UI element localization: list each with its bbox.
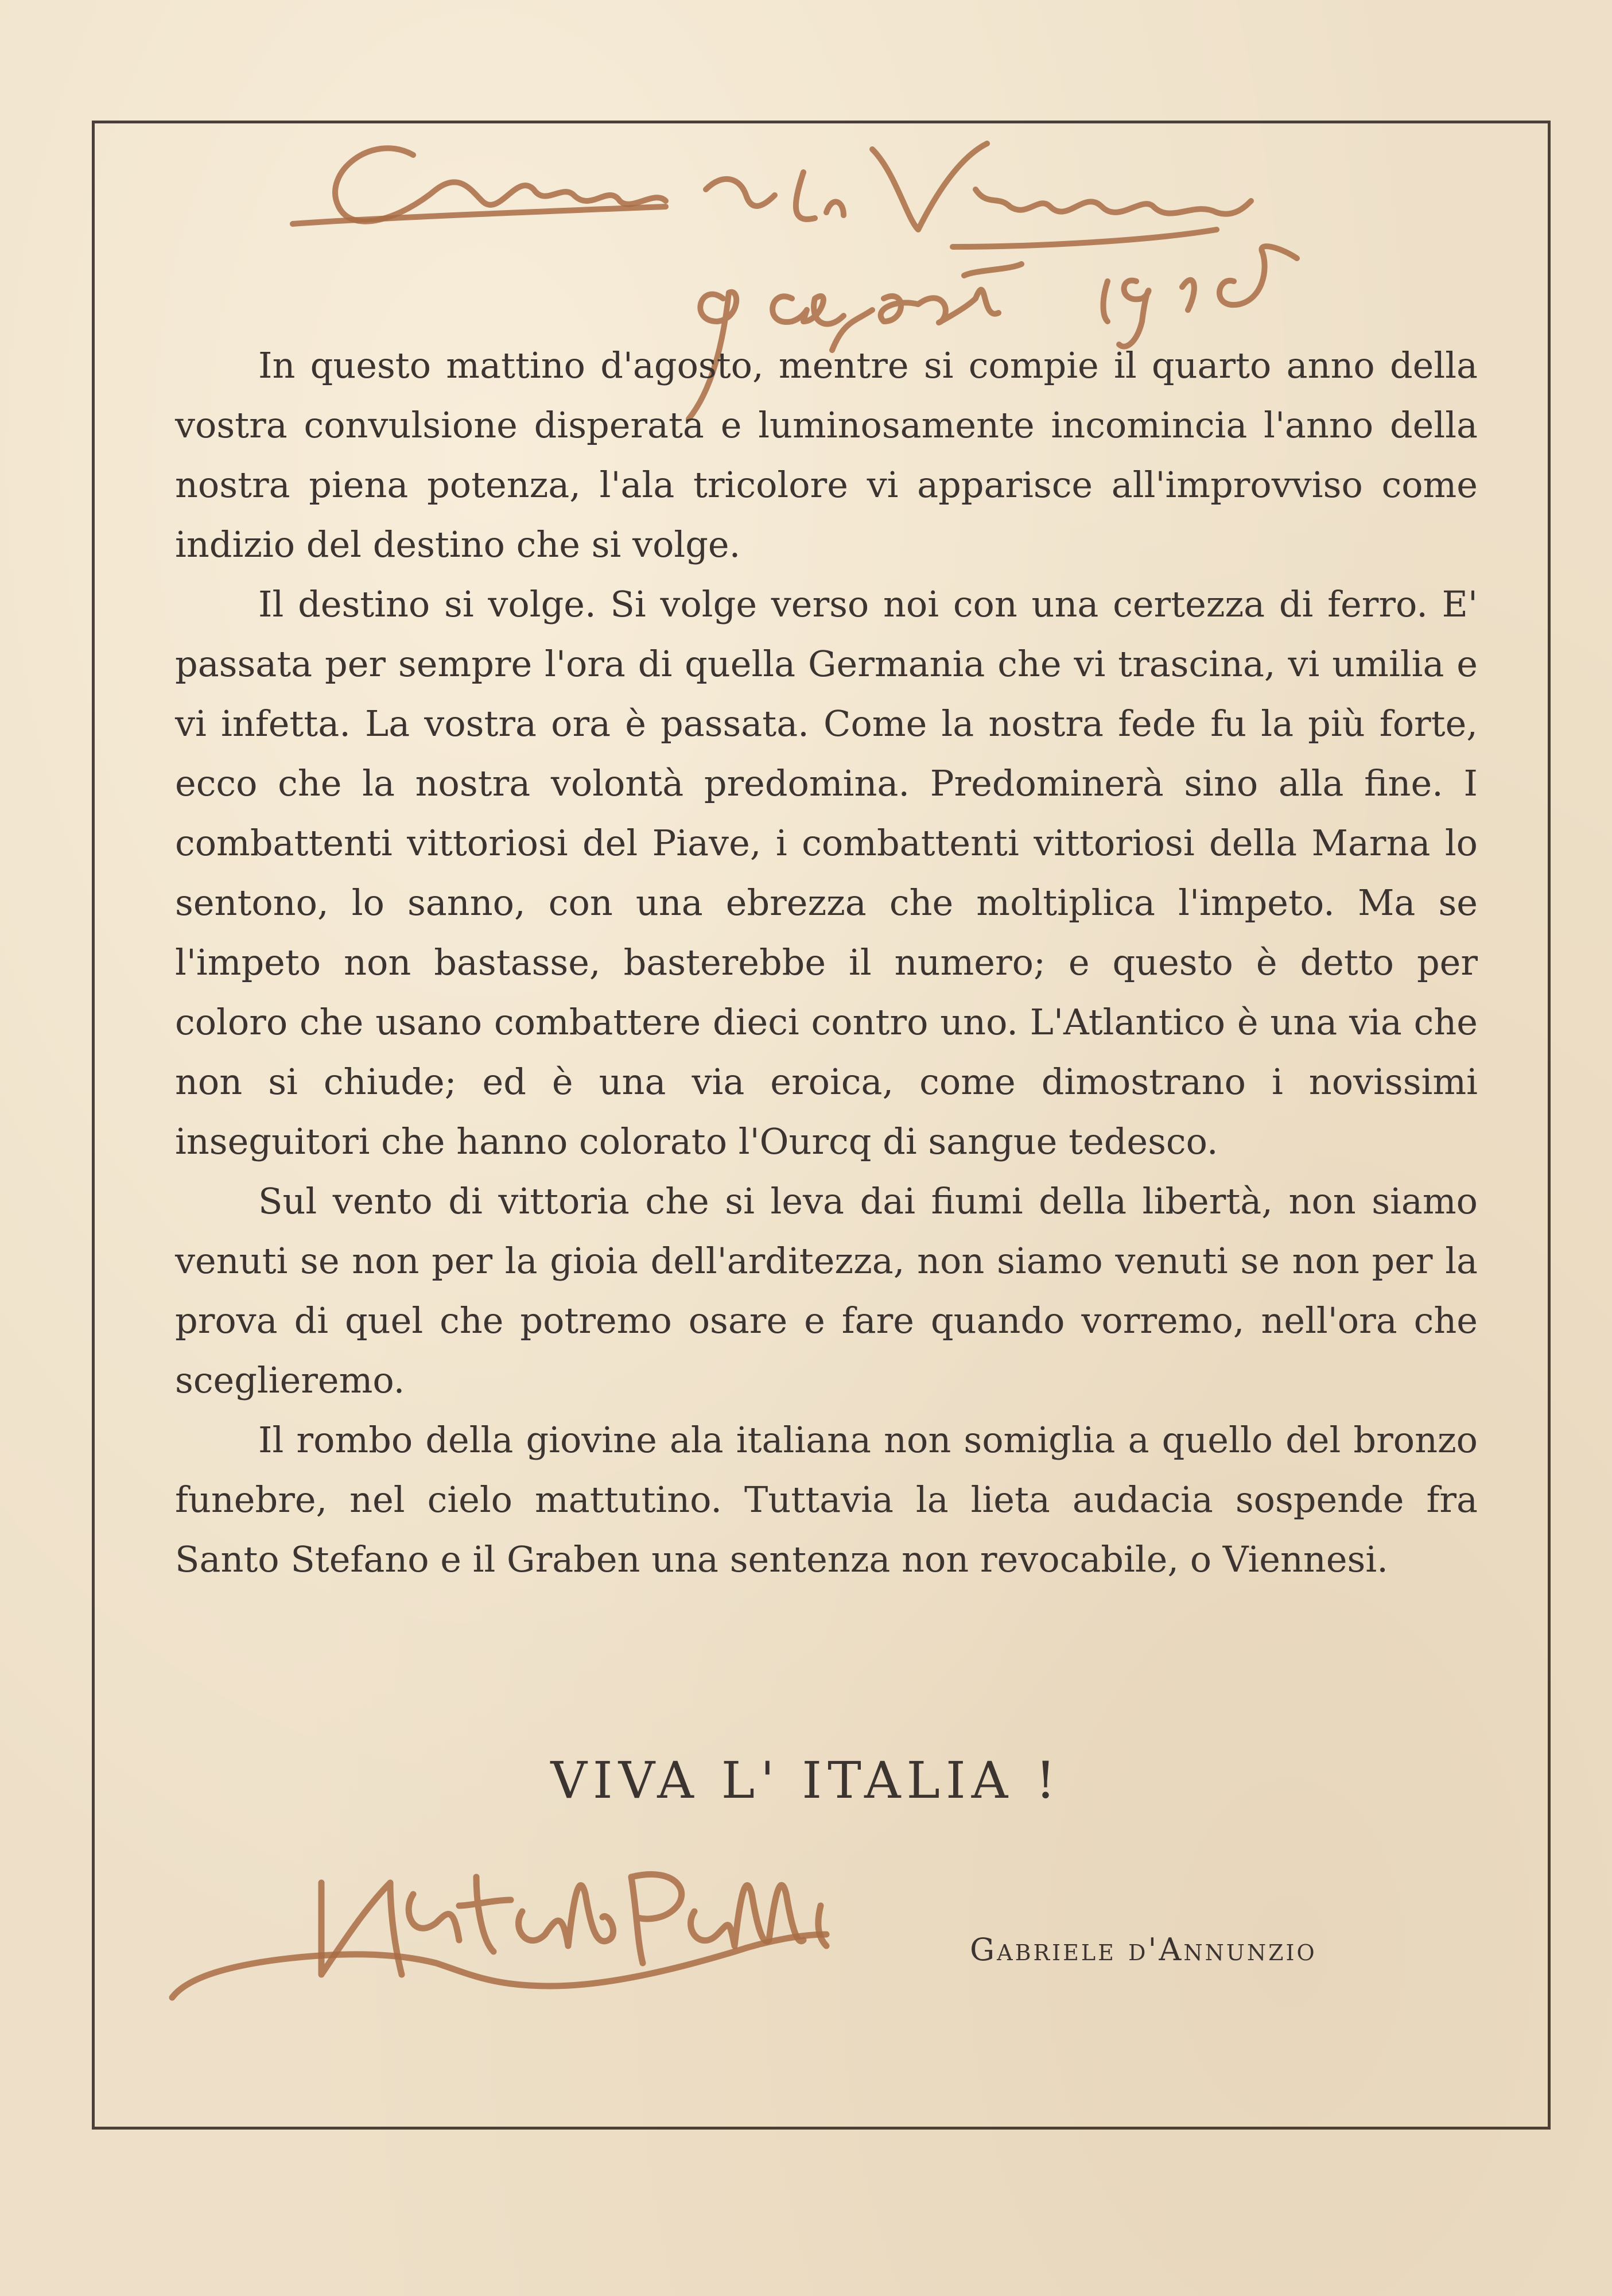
paragraph-1: In questo mattino d'agosto, mentre si compie il quarto anno della vostra convulsione disperata e luminosamente incomincia l'anno della nostra piena potenza, l'ala tricolore vi apparisce all'improvviso come indizio del destino che si volge. [175,344,1478,565]
paragraph-3: Sul vento di vittoria che si leva dai fiumi della libertà, non siamo venuti se non per la gioia dell'arditezza, non siamo venuti se non per la prova di quel che potremo osare e fare quando vorremo, nell'ora che sceglieremo. [175,1180,1478,1401]
motto-heading: VIVA L' ITALIA ! [550,1751,1062,1810]
proclamation-body [175,336,1478,1589]
author-name: Gabriele d'Annunzio [970,1932,1317,1968]
paragraph-2: Il destino si volge. Si volge verso noi con una certezza di ferro. E' passata per sempre l'ora di quella Germania che vi trascina, vi umilia e vi infetta. La vostra ora è passata. Come la nostra fede fu la più forte, ecco che la nostra volontà predomina. Predominerà sino alla fine. I combattenti vittoriosi del Piave, i combattenti vittoriosi della Marna lo sentono, lo sanno, con una ebrezza che moltiplica l'impeto. Ma se l'impeto non bastasse, basterebbe il numero; e questo è detto per coloro che usano combattere dieci contro uno. L'Atlantico è una via che non si chiude; ed è una via eroica, come dimostrano i novissimi inseguitori che hanno colorato l'Ourcq di sangue tedesco. [175,583,1478,1162]
paragraph-4: Il rombo della giovine ala italiana non somiglia a quello del bronzo funebre, nel cielo mattutino. Tuttavia la lieta audacia sospende fra Santo Stefano e il Graben una sentenza non revocabile, o Viennesi. [175,1419,1478,1580]
